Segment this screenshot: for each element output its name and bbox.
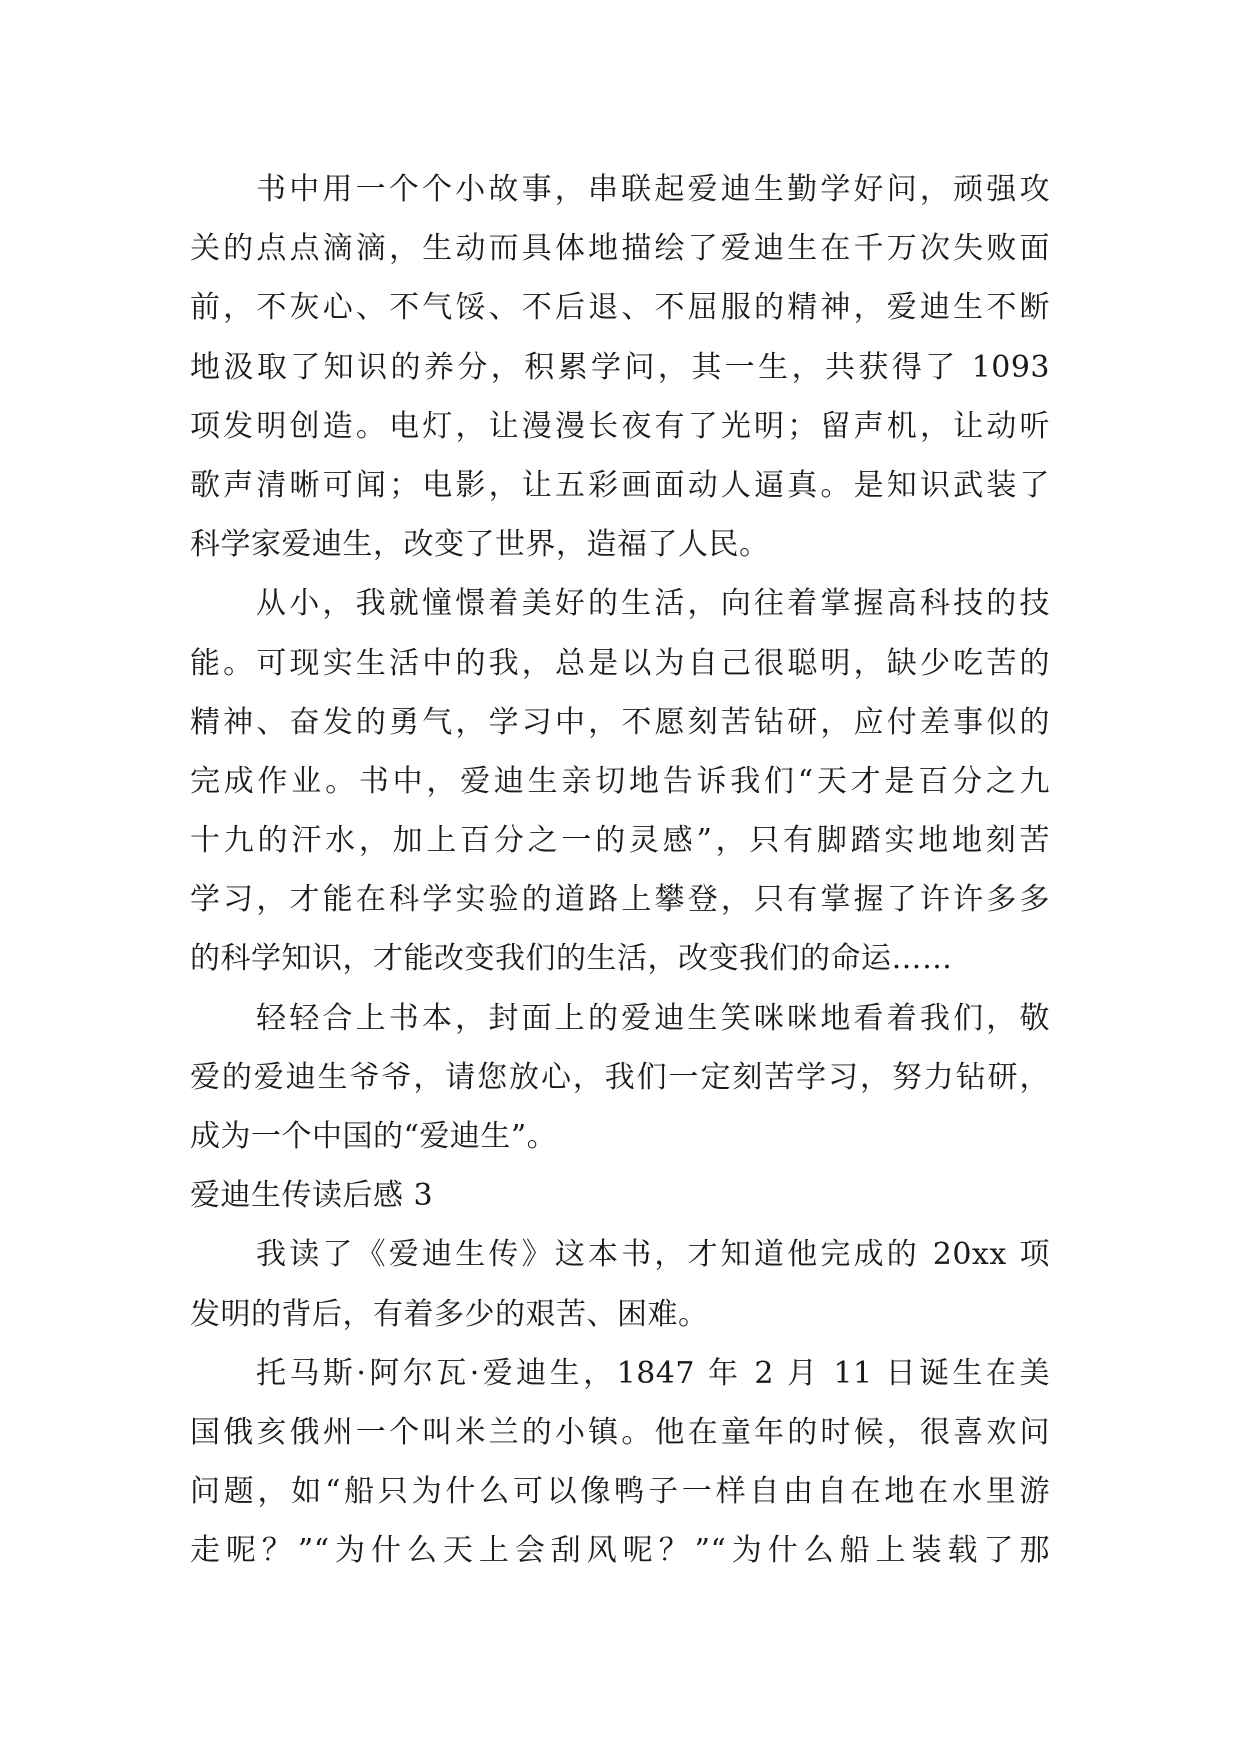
text-line: 完成作业。书中，爱迪生亲切地告诉我们“天才是百分之九 xyxy=(190,763,1050,799)
text-line: 发明的背后，有着多少的艰苦、困难。 xyxy=(190,1296,709,1332)
text-line: 国俄亥俄州一个叫米兰的小镇。他在童年的时候，很喜欢问 xyxy=(190,1414,1050,1450)
paragraph xyxy=(190,1344,1050,1581)
document-body xyxy=(190,160,1050,1581)
text-line: 轻轻合上书本，封面上的爱迪生笑咪咪地看着我们，敬 xyxy=(256,1000,1050,1036)
text-line: 托马斯·阿尔瓦·爱迪生，1847 年 2 月 11 日诞生在美 xyxy=(256,1355,1050,1391)
text-line: 书中用一个个小故事，串联起爱迪生勤学好问，顽强攻 xyxy=(256,172,1050,207)
paragraph xyxy=(190,160,1050,574)
text-line: 学习，才能在科学实验的道路上攀登，只有掌握了许许多多 xyxy=(190,882,1050,918)
text-line: 地汲取了知识的养分，积累学问，其一生，共获得了 1093 xyxy=(190,349,1050,385)
paragraph xyxy=(190,1225,1050,1343)
text-line: 的科学知识，才能改变我们的生活，改变我们的命运…… xyxy=(190,941,953,977)
text-line: 成为一个中国的“爱迪生”。 xyxy=(190,1119,558,1154)
text-line: 歌声清晰可闻；电影，让五彩画面动人逼真。是知识武装了 xyxy=(190,467,1050,503)
text-line: 前，不灰心、不气馁、不后退、不屈服的精神，爱迪生不断 xyxy=(190,290,1050,326)
text-line: 十九的汗水，加上百分之一的灵感”，只有脚踏实地地刻苦 xyxy=(190,823,1050,859)
text-line: 科学家爱迪生，改变了世界，造福了人民。 xyxy=(190,527,770,563)
text-line: 项发明创造。电灯，让漫漫长夜有了光明；留声机，让动听 xyxy=(190,408,1050,444)
text-line: 从小，我就憧憬着美好的生活，向往着掌握高科技的技 xyxy=(256,586,1050,622)
section-heading: 爱迪生传读后感 3 xyxy=(190,1178,434,1214)
text-line: 精神、奋发的勇气，学习中，不愿刻苦钻研，应付差事似的 xyxy=(190,704,1050,740)
text-line: 关的点点滴滴，生动而具体地描绘了爱迪生在千万次失败面 xyxy=(190,231,1050,267)
text-line: 走呢？”“为什么天上会刮风呢？”“为什么船上装载了那 xyxy=(190,1533,1050,1569)
text-line: 爱的爱迪生爷爷，请您放心，我们一定刻苦学习，努力钻研， xyxy=(190,1059,1050,1095)
text-line: 我读了《爱迪生传》这本书，才知道他完成的 20xx 项 xyxy=(256,1237,1050,1273)
text-line: 能。可现实生活中的我，总是以为自己很聪明，缺少吃苦的 xyxy=(190,645,1050,681)
paragraph xyxy=(190,574,1050,988)
text-line: 问题，如“船只为什么可以像鸭子一样自由自在地在水里游 xyxy=(190,1474,1050,1510)
paragraph xyxy=(190,989,1050,1167)
